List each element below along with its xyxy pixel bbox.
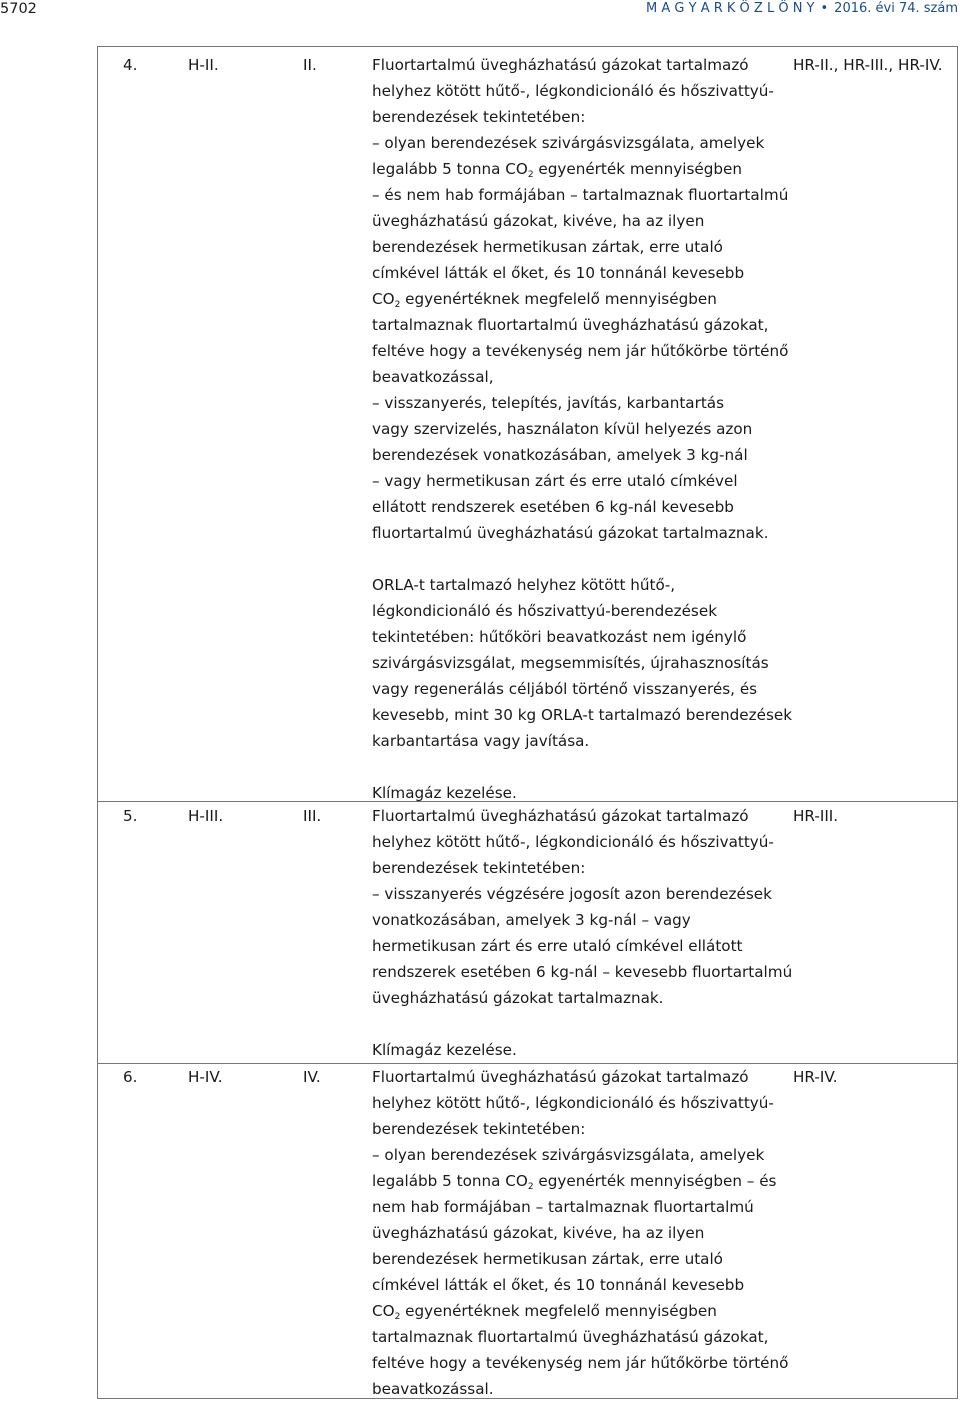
description-line: hermetikusan zárt és erre utaló címkével ellátott [372,937,743,955]
row-qualification: HR-IV. [793,1068,838,1086]
description-line: berendezések tekintetében: [372,859,586,877]
description-line: – és nem hab formájában – tartalmaznak fluortartalmú [372,186,789,204]
description-line: Fluortartalmú üvegházhatású gázokat tartalmazó [372,807,749,825]
row-number: 6. [123,1068,138,1086]
description-line: címkével látták el őket, és 10 tonnánál kevesebb [372,1276,745,1294]
issue-label: 2016. évi 74. szám [834,1,958,16]
description-line: berendezések hermetikusan zártak, erre utaló [372,238,723,256]
description-line: helyhez kötött hűtő-, légkondicionáló és hőszivattyú- [372,82,774,100]
page-header [0,0,960,18]
description-line: berendezések hermetikusan zártak, erre utaló [372,1250,723,1268]
description-line: feltéve hogy a tevékenység nem jár hűtőkörbe történő [372,1354,789,1372]
journal-header [646,0,958,18]
journal-title: M A G Y A R K Ö Z L Ö N Y [646,1,815,16]
description-line: tartalmaznak fluortartalmú üvegházhatású gázokat, [372,1328,769,1346]
description-line: rendszerek esetében 6 kg-nál – kevesebb fluortartalmú [372,963,793,981]
row-description [372,1064,789,1402]
description-line: berendezések tekintetében: [372,108,586,126]
line-gap [372,754,782,780]
description-line: ellátott rendszerek esetében 6 kg-nál kevesebb [372,498,734,516]
row-number: 4. [123,56,138,74]
description-line: szivárgásvizsgálat, megsemmisítés, újrahasznosítás [372,654,769,672]
description-line: vagy regenerálás céljából történő visszanyerés, és [372,680,758,698]
row-category: II. [303,56,317,74]
description-line: üvegházhatású gázokat tartalmaznak. [372,989,664,1007]
description-line: Klímagáz kezelése. [372,1041,517,1059]
row-divider [97,801,958,802]
description-line: karbantartása vagy javítása. [372,732,590,750]
description-line: üvegházhatású gázokat, kivéve, ha az ilyen [372,212,705,230]
description-line: Fluortartalmú üvegházhatású gázokat tartalmazó [372,1068,749,1086]
row-category: III. [303,807,322,825]
description-line: $CO_2$ egyenértéknek megfelelő mennyiségben [372,290,717,310]
row-code: H-II. [188,56,219,74]
row-description [372,803,793,1063]
description-line: Klímagáz kezelése. [372,784,517,802]
description-line: berendezések vonatkozásában, amelyek 3 kg-nál [372,446,748,464]
row-category: IV. [303,1068,321,1086]
description-line: ORLA-t tartalmazó helyhez kötött hűtő-, [372,576,676,594]
row-description [372,52,792,806]
description-line: fluortartalmú üvegházhatású gázokat tartalmaznak. [372,524,769,542]
description-line: nem hab formájában – tartalmaznak fluortartalmú [372,1198,754,1216]
description-line: címkével látták el őket, és 10 tonnánál kevesebb [372,264,745,282]
description-line: helyhez kötött hűtő-, légkondicionáló és hőszivattyú- [372,833,774,851]
row-code: H-III. [188,807,224,825]
description-line: üvegházhatású gázokat, kivéve, ha az ilyen [372,1224,705,1242]
page-number: 5702 [0,1,37,17]
description-line: beavatkozással, [372,368,494,386]
description-line: Fluortartalmú üvegházhatású gázokat tartalmazó [372,56,749,74]
description-line: – olyan berendezések szivárgásvizsgálata, amelyek [372,1146,765,1164]
description-line: – vagy hermetikusan zárt és erre utaló címkével [372,472,738,490]
row-qualification: HR-II., HR-III., HR-IV. [793,56,943,74]
description-line: tekintetében: hűtőköri beavatkozást nem igénylő [372,628,747,646]
description-line: légkondicionáló és hőszivattyú-berendezések [372,602,717,620]
description-line: – visszanyerés, telepítés, javítás, karbantartás [372,394,724,412]
description-line: legalább 5 tonna $CO_2$ egyenérték mennyiségben [372,160,742,180]
table-top-border [97,46,958,47]
description-line: beavatkozással. [372,1380,494,1398]
description-line: – visszanyerés végzésére jogosít azon berendezések [372,885,772,903]
description-line: tartalmaznak fluortartalmú üvegházhatású gázokat, [372,316,769,334]
description-line: $CO_2$ egyenértéknek megfelelő mennyiségben [372,1302,717,1322]
row-code: H-IV. [188,1068,223,1086]
description-line: vonatkozásában, amelyek 3 kg-nál – vagy [372,911,691,929]
description-line: feltéve hogy a tevékenység nem jár hűtőkörbe történő [372,342,789,360]
description-line: legalább 5 tonna $CO_2$ egyenérték mennyiségben – és [372,1172,777,1192]
line-gap [372,1011,782,1037]
line-gap [372,546,782,572]
description-line: kevesebb, mint 30 kg ORLA-t tartalmazó berendezések [372,706,792,724]
row-number: 5. [123,807,138,825]
description-line: helyhez kötött hűtő-, légkondicionáló és hőszivattyú- [372,1094,774,1112]
description-line: – olyan berendezések szivárgásvizsgálata, amelyek [372,134,765,152]
description-line: berendezések tekintetében: [372,1120,586,1138]
description-line: vagy szervizelés, használaton kívül helyezés azon [372,420,753,438]
row-qualification: HR-III. [793,807,839,825]
header-bullet: • [820,1,829,16]
